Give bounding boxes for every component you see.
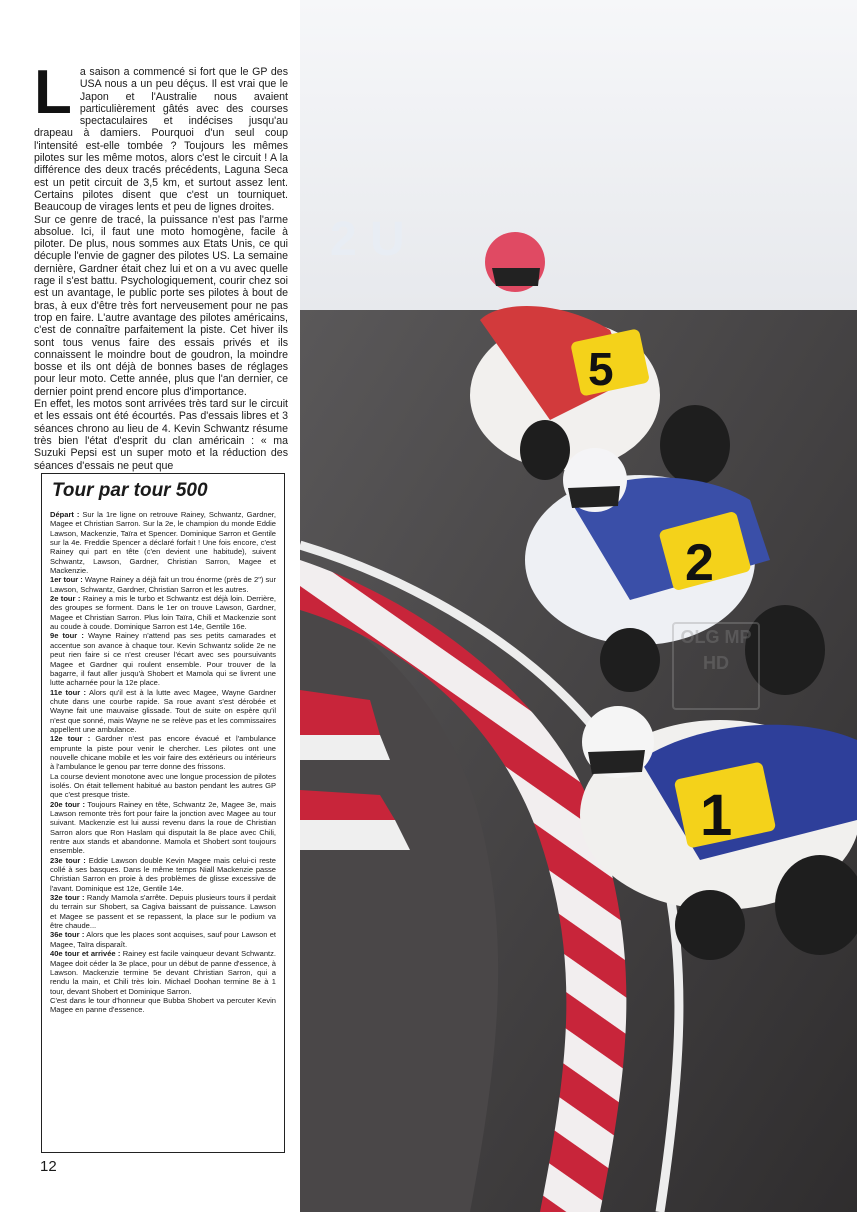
lap-text: Rainey est facile vainqueur devant Schwantz. Magee doit céder la 3e place, pour un début de panne d'essence, à Lawson. Mackenzie termine 5e devant Christian Sarron, qui a rendu la main, et Chili très loin. Michael Doohan termine 8e à 1 tour, devant Shobert et Dominique Sarron. (50, 949, 276, 996)
lap-entry (50, 575, 276, 594)
lap-text: Toujours Rainey en tête, Schwantz 2e, Magee 3e, mais Lawson remonte très fort pour faire la jonction avec Magee au tour suivant. Mackenzie est lui aussi revenu dans la roue de Christian Sarron alors que Ron Haslam qui disputait la 8e place avec Chili, rentre aux stands et abandonne. Mamola et Shobert sont toujours ensemble. (50, 799, 276, 856)
sky-background (300, 0, 857, 330)
lap-text: Gardner n'est pas encore évacué et l'ambulance emprunte la piste pour venir le chercher. Les pilotes ont une nouvelle chicane mobile et les voir faire des extérieurs ou intérieurs à l'ambulance le genou par terre donne des frissons. (50, 734, 276, 772)
lap-entry (50, 800, 276, 856)
svg-text:2: 2 (685, 534, 714, 592)
svg-text:5: 5 (588, 343, 614, 395)
intro-paragraph (34, 58, 288, 214)
sidebar-body (50, 510, 276, 1015)
inner-curb-white-1 (300, 735, 390, 760)
lap-label: 11e tour : (50, 687, 87, 697)
lap-entry (50, 893, 276, 930)
lap-label: 1er tour : (50, 575, 83, 585)
lap-entry (50, 734, 276, 771)
lap-entry (50, 631, 276, 687)
lap-text: Rainey a mis le turbo et Schwantz est déjà loin. Derrière, des groupes se forment. Dans le 1er on trouve Lawson, Gardner, Magee et Christian Sarron. Plus loin Taïra, Chili et Mackenzie sont au coude à coude. Dominique Sarron est 14e, Gentile 16e. (50, 594, 276, 632)
lap-entry (50, 949, 276, 996)
svg-text:1: 1 (700, 783, 733, 848)
lap-entry (50, 996, 276, 1015)
lap-entry (50, 856, 276, 893)
page-number: 12 (40, 1158, 57, 1175)
lap-label: 12e tour : (50, 734, 91, 744)
sidebar-title: Tour par tour 500 (52, 480, 208, 501)
lap-text: Eddie Lawson double Kevin Magee mais celui-ci reste collé à ses basques. Dans le même temps Niall Mackenzie passe Christian Sarron en proie à des problèmes de glisse excessive de l'avant. Dominique est 12e, Gentile 14e. (50, 855, 276, 893)
banner-letters: 2 U (330, 213, 405, 266)
paragraph-3: En effet, les motos sont arrivées très tard sur le circuit et les essais ont été écourtés. Pas d'essais libres et 3 séances chrono au lieu de 4. Kevin Schwantz résume très bien l'état d'esprit du clan américain : « ma Suzuki Pepsi est un super moto et la réduction des séances d'essais ne peut que (34, 398, 288, 472)
lap-entry (50, 594, 276, 631)
lap-entry (50, 510, 276, 575)
lap-text: Alors qu'il est à la lutte avec Magee, Wayne Gardner chute dans une courbe rapide. Sa roue avant s'est dérobée et Wayne fait une mauvaise glissade. Tout de suite on espère qu'il n'est que sonné, mais Wayne ne se relève pas et les commissaires appellent une ambulance. (50, 687, 276, 734)
lap-label: 32e tour : (50, 893, 85, 903)
article-column (34, 58, 288, 472)
lap-label: 40e tour et arrivée : (50, 949, 121, 959)
race-photo (300, 0, 857, 1212)
lap-text: La course devient monotone avec une longue procession de pilotes isolés. On était tellement habitué au baston pendant les autres GP que c'est presque triste. (50, 771, 276, 800)
lap-label: 23e tour : (50, 855, 86, 865)
lap-entry (50, 930, 276, 949)
dropcap: L (34, 58, 72, 127)
lap-text: Alors que les places sont acquises, sauf pour Lawson et Magee, Taïra disparaît. (50, 930, 277, 949)
lap-entry (50, 688, 276, 735)
intro-text: a saison a commencé si fort que le GP des USA nous a un peu déçus. Il est vrai que le Japon et l'Australie nous avaient particulièrement gâtés avec des courses spectaculaires et indécises jusqu'au drapeau à damiers. Pourquoi d'un seul coup l'intensité est-elle tombée ? Toujours les mêmes pilotes sur les même motos, alors c'est le circuit ! A la différence des deux tracés précédents, Laguna Seca est un petit circuit de 3,5 km, et surtout assez lent. Certains pilotes disent que c'est un tourniquet. Beaucoup de virages lents et peu de lignes droites. (34, 66, 288, 214)
lap-text: Sur la 1re ligne on retrouve Rainey, Schwantz, Gardner, Magee et Christian Sarron. Sur la 2e, le champion du monde Eddie Lawson, Mackenzie, Taïra et Spencer. Dominique Sarron et Gentile sur la 4e. Freddie Spencer a déclaré forfait ! Une fois encore, c'est Rainey qui part en tête (c'en devient une habitude), suivent Schwantz, Lawson, Gardner, Christian Sarron, Magee et Mackenzie. (50, 510, 276, 576)
watermark-logo: OLG MP HD (672, 622, 760, 710)
inner-curb-white-2 (300, 820, 410, 850)
lap-label: Départ : (50, 510, 80, 519)
article-text (34, 58, 288, 472)
lap-label: 9e tour : (50, 631, 84, 641)
sidebar-box (41, 473, 285, 1153)
lap-label: 20e tour : (50, 799, 85, 809)
lap-text: Randy Mamola s'arrête. Depuis plusieurs tours il perdait du terrain sur Shobert, sa Cagiva baissant de puissance. Lawson et Magee se passent et se repassent, la place sur le podium va être chaude... (50, 893, 277, 931)
lap-text: Wayne Rainey a déjà fait un trou énorme (près de 2") sur Lawson, Schwantz, Gardner, Christian Sarron et les autres. (50, 575, 276, 594)
lap-text: Wayne Rainey n'attend pas ses petits camarades et accentue son avance à chaque tour. Kevin Schwantz solide 2e ne peut rien faire si ce n'est creuser l'écart avec ses poursuivants Magee et Gardner qui roulent ensemble. Pour trouver de la bagarre, il faut aller jusqu'à Shobert et Mamola qui se livrent une lutte acharnée pour la 12e place. (50, 631, 276, 688)
lap-label: 36e tour : (50, 930, 85, 940)
lap-entry (50, 772, 276, 800)
race-photo-illustration (300, 0, 857, 1212)
paragraph-2: Sur ce genre de tracé, la puissance n'est pas l'arme absolue. Ici, il faut une moto homogène, facile à piloter. De plus, nous sommes aux Etats Unis, ce qui décuple l'envie de gagner des pilotes US. La semaine dernière, Gardner était chez lui et on a vu avec quelle rage il s'est battu. Psychologiquement, courir chez soi est un avantage, le public porte ses pilotes à bout de bras, à eux d'être très fort nerveusement pour ne pas trop en faire. L'autre avantage des pilotes américains, c'est de connaître parfaitement la piste. Cet hiver ils sont tous venus faire des essais privés et ils connaissent le moindre bout de goudron, la moindre bosse et ils ont déjà de bonnes bases de réglages pour leur moto. Cette année, plus que l'an dernier, ce dernier point prend encore plus d'importance. (34, 213, 288, 398)
lap-text: C'est dans le tour d'honneur que Bubba Shobert va percuter Kevin Magee en panne d'essence. (50, 995, 276, 1015)
lap-label: 2e tour : (50, 594, 81, 604)
